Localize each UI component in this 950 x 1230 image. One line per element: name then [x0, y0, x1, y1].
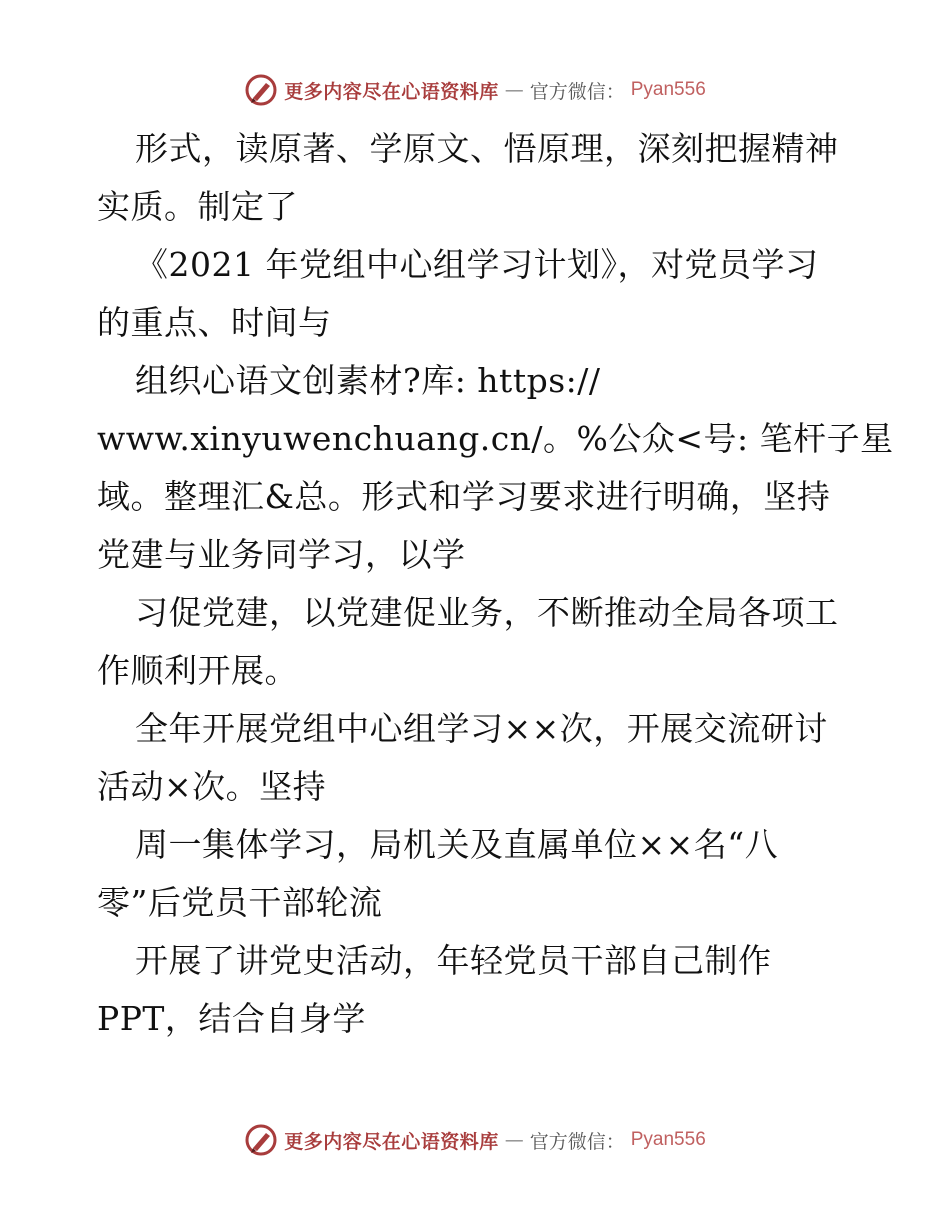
header-separator: — — [504, 79, 524, 101]
text-line: 的重点、时间与 — [97, 303, 332, 342]
header-watermark — [0, 70, 950, 110]
pen-logo-icon — [244, 73, 278, 107]
text-line: 作顺利开展。 — [97, 651, 298, 690]
text-line: 域。整理汇&总。形式和学习要求进行明确，坚持 — [97, 477, 831, 516]
text-line: 《2021 年党组中心组学习计划》，对党员学习 — [135, 245, 819, 284]
text-line: 周一集体学习，局机关及直属单位××名“八 — [135, 825, 779, 864]
text-line: 组织心语文创素材?库: https:// — [135, 361, 601, 400]
text-line: 全年开展党组中心组学习××次，开展交流研讨 — [135, 709, 828, 748]
footer-account: Pyan556 — [630, 1129, 706, 1150]
text-line: 党建与业务同学习，以学 — [97, 535, 466, 574]
text-line: 零”后党员干部轮流 — [97, 883, 383, 922]
text-line: 形式，读原著、学原文、悟原理，深刻把握精神 — [135, 129, 839, 168]
text-line: www.xinyuwenchuang.cn/。%公众<号: 笔杆子星 — [97, 419, 894, 458]
text-line: 习促党建，以党建促业务，不断推动全局各项工 — [135, 593, 839, 632]
text-line: PPT，结合自身学 — [97, 999, 366, 1038]
text-line: 开展了讲党史活动，年轻党员干部自己制作 — [135, 941, 772, 980]
footer-watermark — [0, 1120, 950, 1160]
footer-separator: — — [504, 1129, 524, 1151]
text-line: 实质。制定了 — [97, 187, 298, 226]
pen-logo-icon — [244, 1123, 278, 1157]
footer-site-text: 更多内容尽在心语资料库 — [284, 1130, 499, 1153]
document-body — [97, 120, 894, 1048]
header-label: 官方微信： — [529, 80, 625, 103]
text-line: 活动×次。坚持 — [97, 767, 327, 806]
header-site-text: 更多内容尽在心语资料库 — [284, 80, 499, 103]
footer-label: 官方微信： — [529, 1130, 625, 1153]
header-account: Pyan556 — [630, 79, 706, 100]
